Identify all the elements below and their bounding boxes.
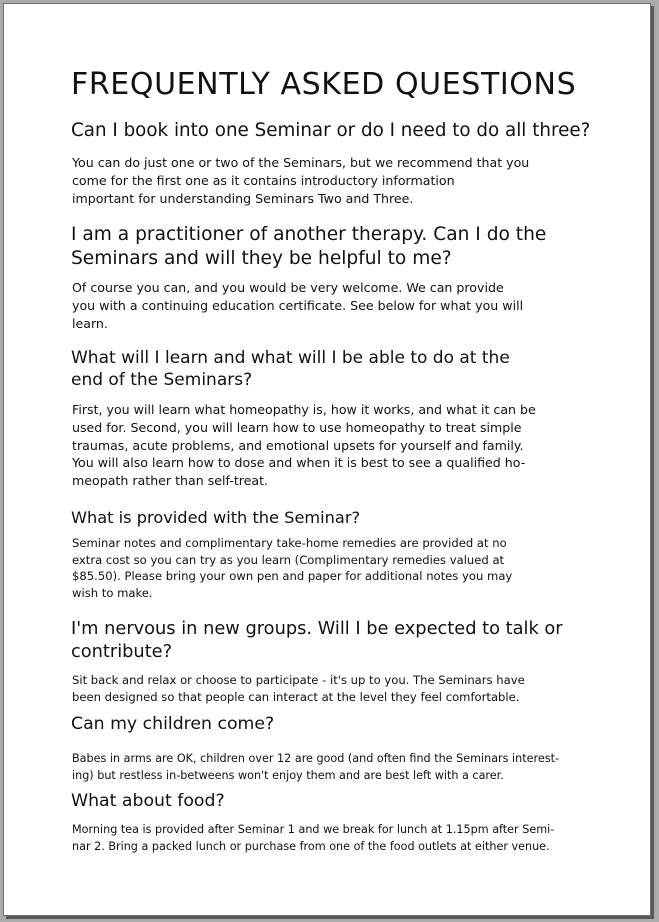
faq-answer-line: learn. xyxy=(72,315,108,331)
faq-question-line: What about food? xyxy=(71,791,225,811)
faq-answer xyxy=(72,401,536,490)
faq-answer-line: First, you will learn what homeopathy is, how it works, and what it can be xyxy=(72,402,536,417)
faq-answer-line: Sit back and relax or choose to participate - it's up to you. The Seminars have xyxy=(72,673,525,687)
faq-question xyxy=(71,347,510,391)
faq-question-line: Can I book into one Seminar or do I need to do all three? xyxy=(71,120,591,141)
faq-question-line: I am a practitioner of another therapy. Can I do the xyxy=(71,224,547,245)
faq-answer-line: you with a continuing education certificate. See below for what you will xyxy=(72,297,524,313)
faq-answer-line: important for understanding Seminars Two and Three. xyxy=(72,190,414,206)
faq-answer-line: ing) but restless in-betweens won't enjoy them and are best left with a carer. xyxy=(72,768,504,782)
faq-question-line: What will I learn and what will I be able to do at the xyxy=(71,348,510,368)
faq-question xyxy=(71,617,563,663)
faq-question xyxy=(71,507,360,529)
faq-answer-line: used for. Second, you will learn how to use homeopathy to treat simple xyxy=(72,419,522,435)
faq-question-line: What is provided with the Seminar? xyxy=(71,508,361,527)
faq-answer-line: Seminar notes and complimentary take-home remedies are provided at no xyxy=(72,536,507,550)
faq-answer xyxy=(72,535,512,601)
faq-question xyxy=(71,223,546,271)
faq-answer-line: wish to make. xyxy=(72,585,153,600)
faq-answer-line: $85.50). Please bring your own pen and paper for additional notes you may xyxy=(72,569,513,583)
faq-answer-line: You can do just one or two of the Seminars, but we recommend that you xyxy=(72,155,530,170)
faq-answer-line: nar 2. Bring a packed lunch or purchase from one of the food outlets at either venue. xyxy=(72,839,550,853)
faq-answer-line: been designed so that people can interact at the level they feel comfortable. xyxy=(72,689,520,704)
document-page xyxy=(3,3,651,916)
faq-answer-line: Babes in arms are OK, children over 12 are good (and often find the Seminars interest- xyxy=(72,752,559,765)
faq-answer-line: extra cost so you can try as you learn (Complimentary remedies valued at xyxy=(72,552,505,567)
faq-answer-line: meopath rather than self-treat. xyxy=(72,473,269,489)
faq-answer xyxy=(72,279,523,332)
faq-question xyxy=(71,120,590,142)
faq-answer-line: come for the first one as it contains introductory information xyxy=(72,172,455,188)
faq-question-line: I'm nervous in new groups. Will I be expected to talk or xyxy=(71,618,563,639)
faq-answer-line: You will also learn how to dose and when it is best to see a qualified ho- xyxy=(72,455,526,471)
faq-answer-line: traumas, acute problems, and emotional upsets for yourself and family. xyxy=(72,437,524,453)
faq-question-line: Can my children come? xyxy=(71,714,275,734)
faq-question-line: contribute? xyxy=(71,641,173,662)
faq-answer xyxy=(72,822,554,855)
faq-answer xyxy=(72,672,525,705)
faq-answer xyxy=(72,751,559,784)
faq-answer-line: Morning tea is provided after Seminar 1 and we break for lunch at 1.15pm after Semi- xyxy=(72,823,555,836)
faq-question xyxy=(71,713,274,735)
faq-question xyxy=(71,790,225,812)
faq-answer-line: Of course you can, and you would be very welcome. We can provide xyxy=(72,280,504,295)
faq-question-line: Seminars and will they be helpful to me? xyxy=(71,248,452,269)
faq-answer xyxy=(72,154,529,207)
page-title: FREQUENTLY ASKED QUESTIONS xyxy=(71,67,577,102)
faq-question-line: end of the Seminars? xyxy=(71,370,253,390)
